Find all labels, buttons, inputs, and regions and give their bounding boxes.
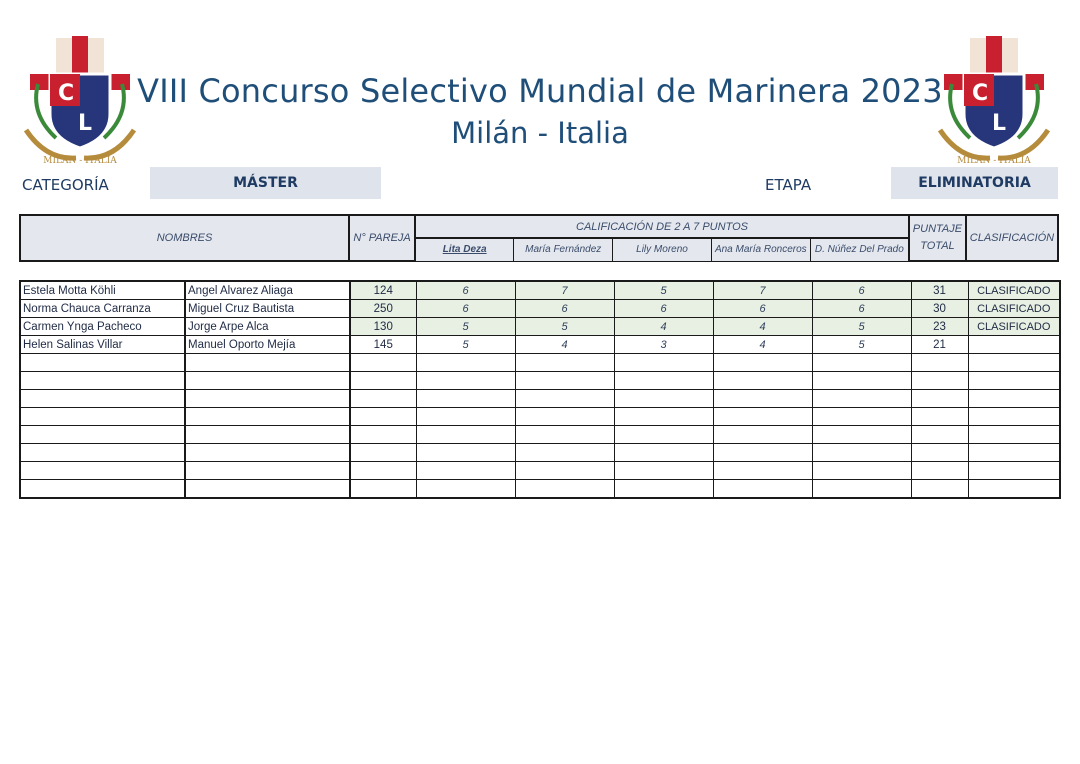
total-score: 21: [911, 336, 968, 354]
table-row: [20, 300, 1060, 318]
dancer-name-2: [185, 426, 350, 444]
dancer-name-1: [20, 426, 185, 444]
document-title: VIII Concurso Selectivo Mundial de Marinera 2023: [137, 72, 943, 110]
categoria-label: CATEGORÍA: [22, 176, 109, 194]
judge-score: [416, 426, 515, 444]
dancer-name-1: [20, 354, 185, 372]
judge-score: [416, 444, 515, 462]
dancer-name-2: [185, 390, 350, 408]
classification: [968, 336, 1060, 354]
judge-score: 5: [416, 318, 515, 336]
dancer-name-2: Angel Alvarez Aliaga: [185, 281, 350, 300]
header-judge: Lita Deza: [415, 238, 514, 261]
dancer-name-2: [185, 444, 350, 462]
svg-text:C: C: [58, 81, 75, 106]
classification: CLASIFICADO: [968, 281, 1060, 300]
total-score: [911, 426, 968, 444]
judge-score: [515, 372, 614, 390]
pareja-number: 130: [350, 318, 416, 336]
judge-score: [515, 480, 614, 499]
judge-score: 5: [515, 318, 614, 336]
judge-score: 5: [812, 336, 911, 354]
pareja-number: 250: [350, 300, 416, 318]
judge-score: 3: [614, 336, 713, 354]
judge-score: [812, 354, 911, 372]
judge-score: [614, 408, 713, 426]
judge-score: 5: [614, 281, 713, 300]
table-row: [20, 336, 1060, 354]
judge-score: [614, 480, 713, 499]
dancer-name-1: Norma Chauca Carranza: [20, 300, 185, 318]
header-nombres: NOMBRES: [20, 215, 349, 261]
judge-score: 6: [713, 300, 812, 318]
pareja-number: 124: [350, 281, 416, 300]
judge-score: [515, 354, 614, 372]
judge-score: [416, 480, 515, 499]
table-row: [20, 480, 1060, 499]
judge-score: 6: [416, 300, 515, 318]
pareja-number: 145: [350, 336, 416, 354]
total-score: [911, 372, 968, 390]
judge-score: 4: [713, 318, 812, 336]
dancer-name-1: [20, 444, 185, 462]
total-score: [911, 480, 968, 499]
dancer-name-1: [20, 390, 185, 408]
dancer-name-2: [185, 372, 350, 390]
judge-score: [614, 444, 713, 462]
judge-score: [515, 462, 614, 480]
svg-text:C: C: [972, 81, 989, 106]
classification: [968, 426, 1060, 444]
judge-score: [515, 390, 614, 408]
judge-score: [614, 462, 713, 480]
table-row: [20, 281, 1060, 300]
judge-score: [416, 462, 515, 480]
table-row: [20, 444, 1060, 462]
judge-score: [614, 372, 713, 390]
judge-score: [515, 408, 614, 426]
judge-score: [416, 408, 515, 426]
judge-score: [614, 354, 713, 372]
judge-score: [812, 408, 911, 426]
header-pareja: N° PAREJA: [349, 215, 415, 261]
table-row: [20, 372, 1060, 390]
classification: [968, 390, 1060, 408]
dancer-name-1: [20, 372, 185, 390]
header-judge: Lily Moreno: [613, 238, 712, 261]
total-score: [911, 408, 968, 426]
table-row: [20, 462, 1060, 480]
judge-score: [713, 390, 812, 408]
categoria-value: MÁSTER: [150, 167, 381, 199]
classification: [968, 480, 1060, 499]
table-row: [20, 408, 1060, 426]
classification: [968, 444, 1060, 462]
judge-score: 6: [812, 281, 911, 300]
dancer-name-2: [185, 354, 350, 372]
judge-score: [416, 372, 515, 390]
pareja-number: [350, 480, 416, 499]
document-subtitle: Milán - Italia: [451, 116, 629, 150]
dancer-name-2: Jorge Arpe Alca: [185, 318, 350, 336]
pareja-number: [350, 354, 416, 372]
classification: CLASIFICADO: [968, 318, 1060, 336]
header-puntaje: PUNTAJE TOTAL: [909, 215, 966, 261]
judge-score: 6: [515, 300, 614, 318]
judge-score: [515, 444, 614, 462]
dancer-name-2: [185, 462, 350, 480]
judge-score: [416, 354, 515, 372]
club-logo-left: [16, 34, 144, 166]
classification: [968, 372, 1060, 390]
judge-score: 6: [416, 281, 515, 300]
dancer-name-2: [185, 408, 350, 426]
dancer-name-2: [185, 480, 350, 499]
dancer-name-2: Manuel Oporto Mejía: [185, 336, 350, 354]
classification: CLASIFICADO: [968, 300, 1060, 318]
judge-score: 6: [812, 300, 911, 318]
judge-score: [713, 372, 812, 390]
pareja-number: [350, 426, 416, 444]
header-judge: María Fernández: [514, 238, 613, 261]
total-score: [911, 354, 968, 372]
svg-text:L: L: [78, 111, 93, 136]
total-score: [911, 444, 968, 462]
judge-score: [614, 390, 713, 408]
table-row: [20, 426, 1060, 444]
results-table: [19, 280, 1061, 499]
svg-text:MILAN - ITALIA: MILAN - ITALIA: [957, 156, 1031, 166]
svg-text:MILAN - ITALIA: MILAN - ITALIA: [43, 156, 117, 166]
judge-score: [713, 444, 812, 462]
judge-score: [713, 480, 812, 499]
total-score: 23: [911, 318, 968, 336]
judge-score: [812, 444, 911, 462]
dancer-name-2: Miguel Cruz Bautista: [185, 300, 350, 318]
header-clasificacion: CLASIFICACIÓN: [966, 215, 1058, 261]
header-calificacion: CALIFICACIÓN DE 2 A 7 PUNTOS: [415, 215, 909, 238]
pareja-number: [350, 372, 416, 390]
judge-score: [713, 462, 812, 480]
pareja-number: [350, 444, 416, 462]
total-score: [911, 390, 968, 408]
dancer-name-1: [20, 408, 185, 426]
pareja-number: [350, 390, 416, 408]
dancer-name-1: [20, 480, 185, 499]
judge-score: [812, 462, 911, 480]
judge-score: [812, 390, 911, 408]
judge-score: [812, 480, 911, 499]
dancer-name-1: Helen Salinas Villar: [20, 336, 185, 354]
dancer-name-1: [20, 462, 185, 480]
table-row: [20, 354, 1060, 372]
judge-score: 7: [515, 281, 614, 300]
header-judge: Ana María Ronceros: [711, 238, 810, 261]
judge-score: [713, 408, 812, 426]
etapa-label: ETAPA: [765, 176, 812, 194]
judge-score: 4: [614, 318, 713, 336]
etapa-value: ELIMINATORIA: [891, 167, 1058, 199]
pareja-number: [350, 462, 416, 480]
judge-score: [812, 426, 911, 444]
judge-score: [416, 390, 515, 408]
judge-score: [713, 426, 812, 444]
judge-score: 5: [416, 336, 515, 354]
judge-score: [812, 372, 911, 390]
judge-score: [614, 426, 713, 444]
classification: [968, 354, 1060, 372]
dancer-name-1: Estela Motta Köhli: [20, 281, 185, 300]
header-judge: D. Núñez Del Prado: [810, 238, 909, 261]
judge-score: [713, 354, 812, 372]
classification: [968, 408, 1060, 426]
total-score: [911, 462, 968, 480]
svg-text:L: L: [992, 111, 1007, 136]
table-row: [20, 390, 1060, 408]
judge-score: 5: [812, 318, 911, 336]
pareja-number: [350, 408, 416, 426]
total-score: 31: [911, 281, 968, 300]
results-header: [19, 214, 1059, 262]
judge-score: 7: [713, 281, 812, 300]
table-row: [20, 318, 1060, 336]
judge-score: [515, 426, 614, 444]
classification: [968, 462, 1060, 480]
dancer-name-1: Carmen Ynga Pacheco: [20, 318, 185, 336]
judge-score: 6: [614, 300, 713, 318]
judge-score: 4: [713, 336, 812, 354]
judge-score: 4: [515, 336, 614, 354]
total-score: 30: [911, 300, 968, 318]
